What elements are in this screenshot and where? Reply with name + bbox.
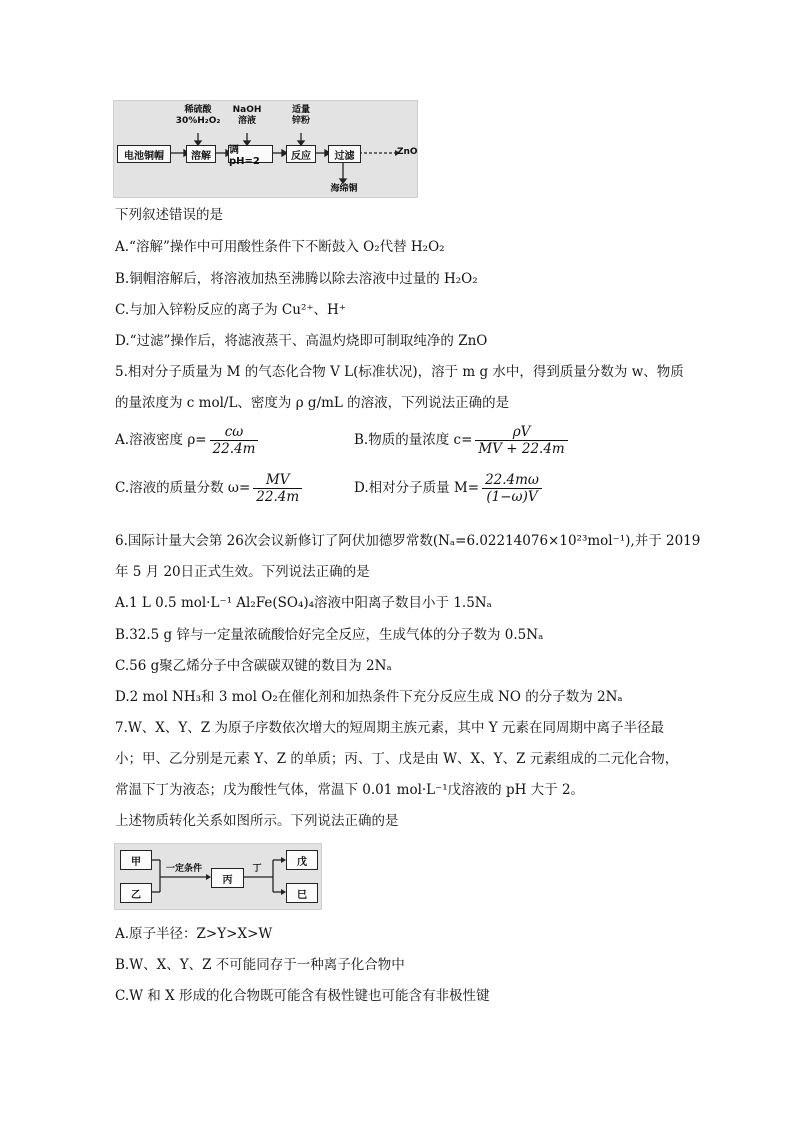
q5-option-b: B.物质的量浓度 c= $\frac{\rho V}{MV + 22.4m}$: [354, 423, 571, 457]
q5-option-c: C.溶液的质量分数 ω= $\frac{MV}{22.4m}$: [115, 471, 305, 505]
q4-option-d: D.“过滤”操作后，将滤液蒸干、高温灼烧即可制取纯净的 ZnO: [115, 333, 488, 349]
q5-stem-line1: 5.相对分子质量为 M 的气态化合物 V L(标准状况)，溶于 m g 水中，得到质量分数为 w、物质: [115, 364, 684, 380]
node-ji: 巳: [286, 883, 318, 903]
reagent-ding-label: 丁: [252, 864, 262, 874]
q5-option-a: A.溶液密度 ρ= $\frac{c\omega}{22.4m}$: [115, 423, 261, 457]
node-yi: 乙: [120, 883, 152, 903]
q5-c-fraction: $\frac{MV}{22.4m}$: [253, 472, 302, 505]
reagent-zinc: 适量 锌粉: [291, 105, 310, 126]
flow-box-filter: 过滤: [328, 145, 361, 163]
condition-label: 一定条件: [165, 864, 202, 874]
q6-option-a: A.1 L 0.5 mol·L⁻¹ Al₂Fe(SO₄)₄溶液中阳离子数目小于 1.5Nₐ: [115, 595, 492, 611]
q7-stem-line2: 小；甲、乙分别是元素 Y、Z 的单质；丙、丁、戊是由 W、X、Y、Z 元素组成的二元化合物，: [115, 751, 679, 767]
q4-option-c: C.与加入锌粉反应的离子为 Cu²⁺、H⁺: [115, 302, 346, 318]
node-jia: 甲: [120, 850, 152, 870]
q7-stem-line3: 常温下丁为液态；戊为酸性气体，常温下 0.01 mol·L⁻¹戊溶液的 pH 大于 2。: [115, 782, 585, 798]
reagent-acid: 稀硫酸 30%H₂O₂: [175, 105, 221, 126]
q7-stem-line4: 上述物质转化关系如图所示。下列说法正确的是: [115, 813, 399, 829]
transformation-figure: [114, 843, 322, 910]
q7-stem-line1: 7.W、X、Y、Z 为原子序数依次增大的短周期主族元素，其中 Y 元素在同周期中离子半径最: [115, 720, 664, 736]
q6-option-b: B.32.5 g 锌与一定量浓硫酸恰好完全反应，生成气体的分子数为 0.5Nₐ: [115, 627, 544, 643]
node-wu: 戊: [286, 850, 318, 870]
q5-a-fraction: $\frac{c\omega}{22.4m}$: [210, 424, 259, 457]
byproduct-copper: 海绵铜: [330, 184, 358, 194]
q5-stem-line2: 的量浓度为 c mol/L、密度为 ρ g/mL 的溶液，下列说法正确的是: [115, 395, 510, 411]
q5-b-fraction: $\frac{\rho V}{MV + 22.4m}$: [475, 424, 567, 457]
flow-box-raw: 电池铜帽: [117, 145, 171, 163]
process-flow-figure: [113, 100, 418, 198]
q7-option-b: B.W、X、Y、Z 不可能同存于一种离子化合物中: [115, 957, 405, 973]
node-bing: 丙: [211, 868, 244, 888]
q5-option-d: D.相对分子质量 M= $\frac{22.4m\omega}{(1-\omega)V}$: [354, 471, 545, 505]
q4-option-a: A.“溶解”操作中可用酸性条件下不断鼓入 O₂代替 H₂O₂: [115, 239, 445, 255]
flow-box-dissolve: 溶解: [186, 145, 216, 163]
q7-option-a: A.原子半径：Z>Y>X>W: [115, 926, 273, 942]
flow-box-adjust-ph: 调 pH=2: [228, 145, 273, 163]
q4-option-b: B.铜帽溶解后，将溶液加热至沸腾以除去溶液中过量的 H₂O₂: [115, 271, 478, 287]
q5-d-fraction: $\frac{22.4m\omega}{(1-\omega)V}$: [482, 472, 542, 505]
q6-stem-line1: 6.国际计量大会第 26次会议新修订了阿伏加德罗常数(Nₐ=6.02214076×10²³mol⁻¹),并于 2019: [115, 533, 701, 549]
q6-option-d: D.2 mol NH₃和 3 mol O₂在催化剂和加热条件下充分反应生成 NO 的分子数为 2Nₐ: [115, 689, 623, 705]
q4-stem: 下列叙述错误的是: [115, 207, 223, 223]
q6-option-c: C.56 g聚乙烯分子中含碳碳双键的数目为 2Nₐ: [115, 658, 392, 674]
reagent-naoh: NaOH 溶液: [232, 105, 262, 126]
q7-option-c: C.W 和 X 形成的化合物既可能含有极性键也可能含有非极性键: [115, 988, 490, 1004]
flow-box-react: 反应: [286, 145, 316, 163]
q6-stem-line2: 年 5 月 20日正式生效。下列说法正确的是: [115, 564, 370, 580]
product-zno: ZnO: [397, 147, 418, 157]
